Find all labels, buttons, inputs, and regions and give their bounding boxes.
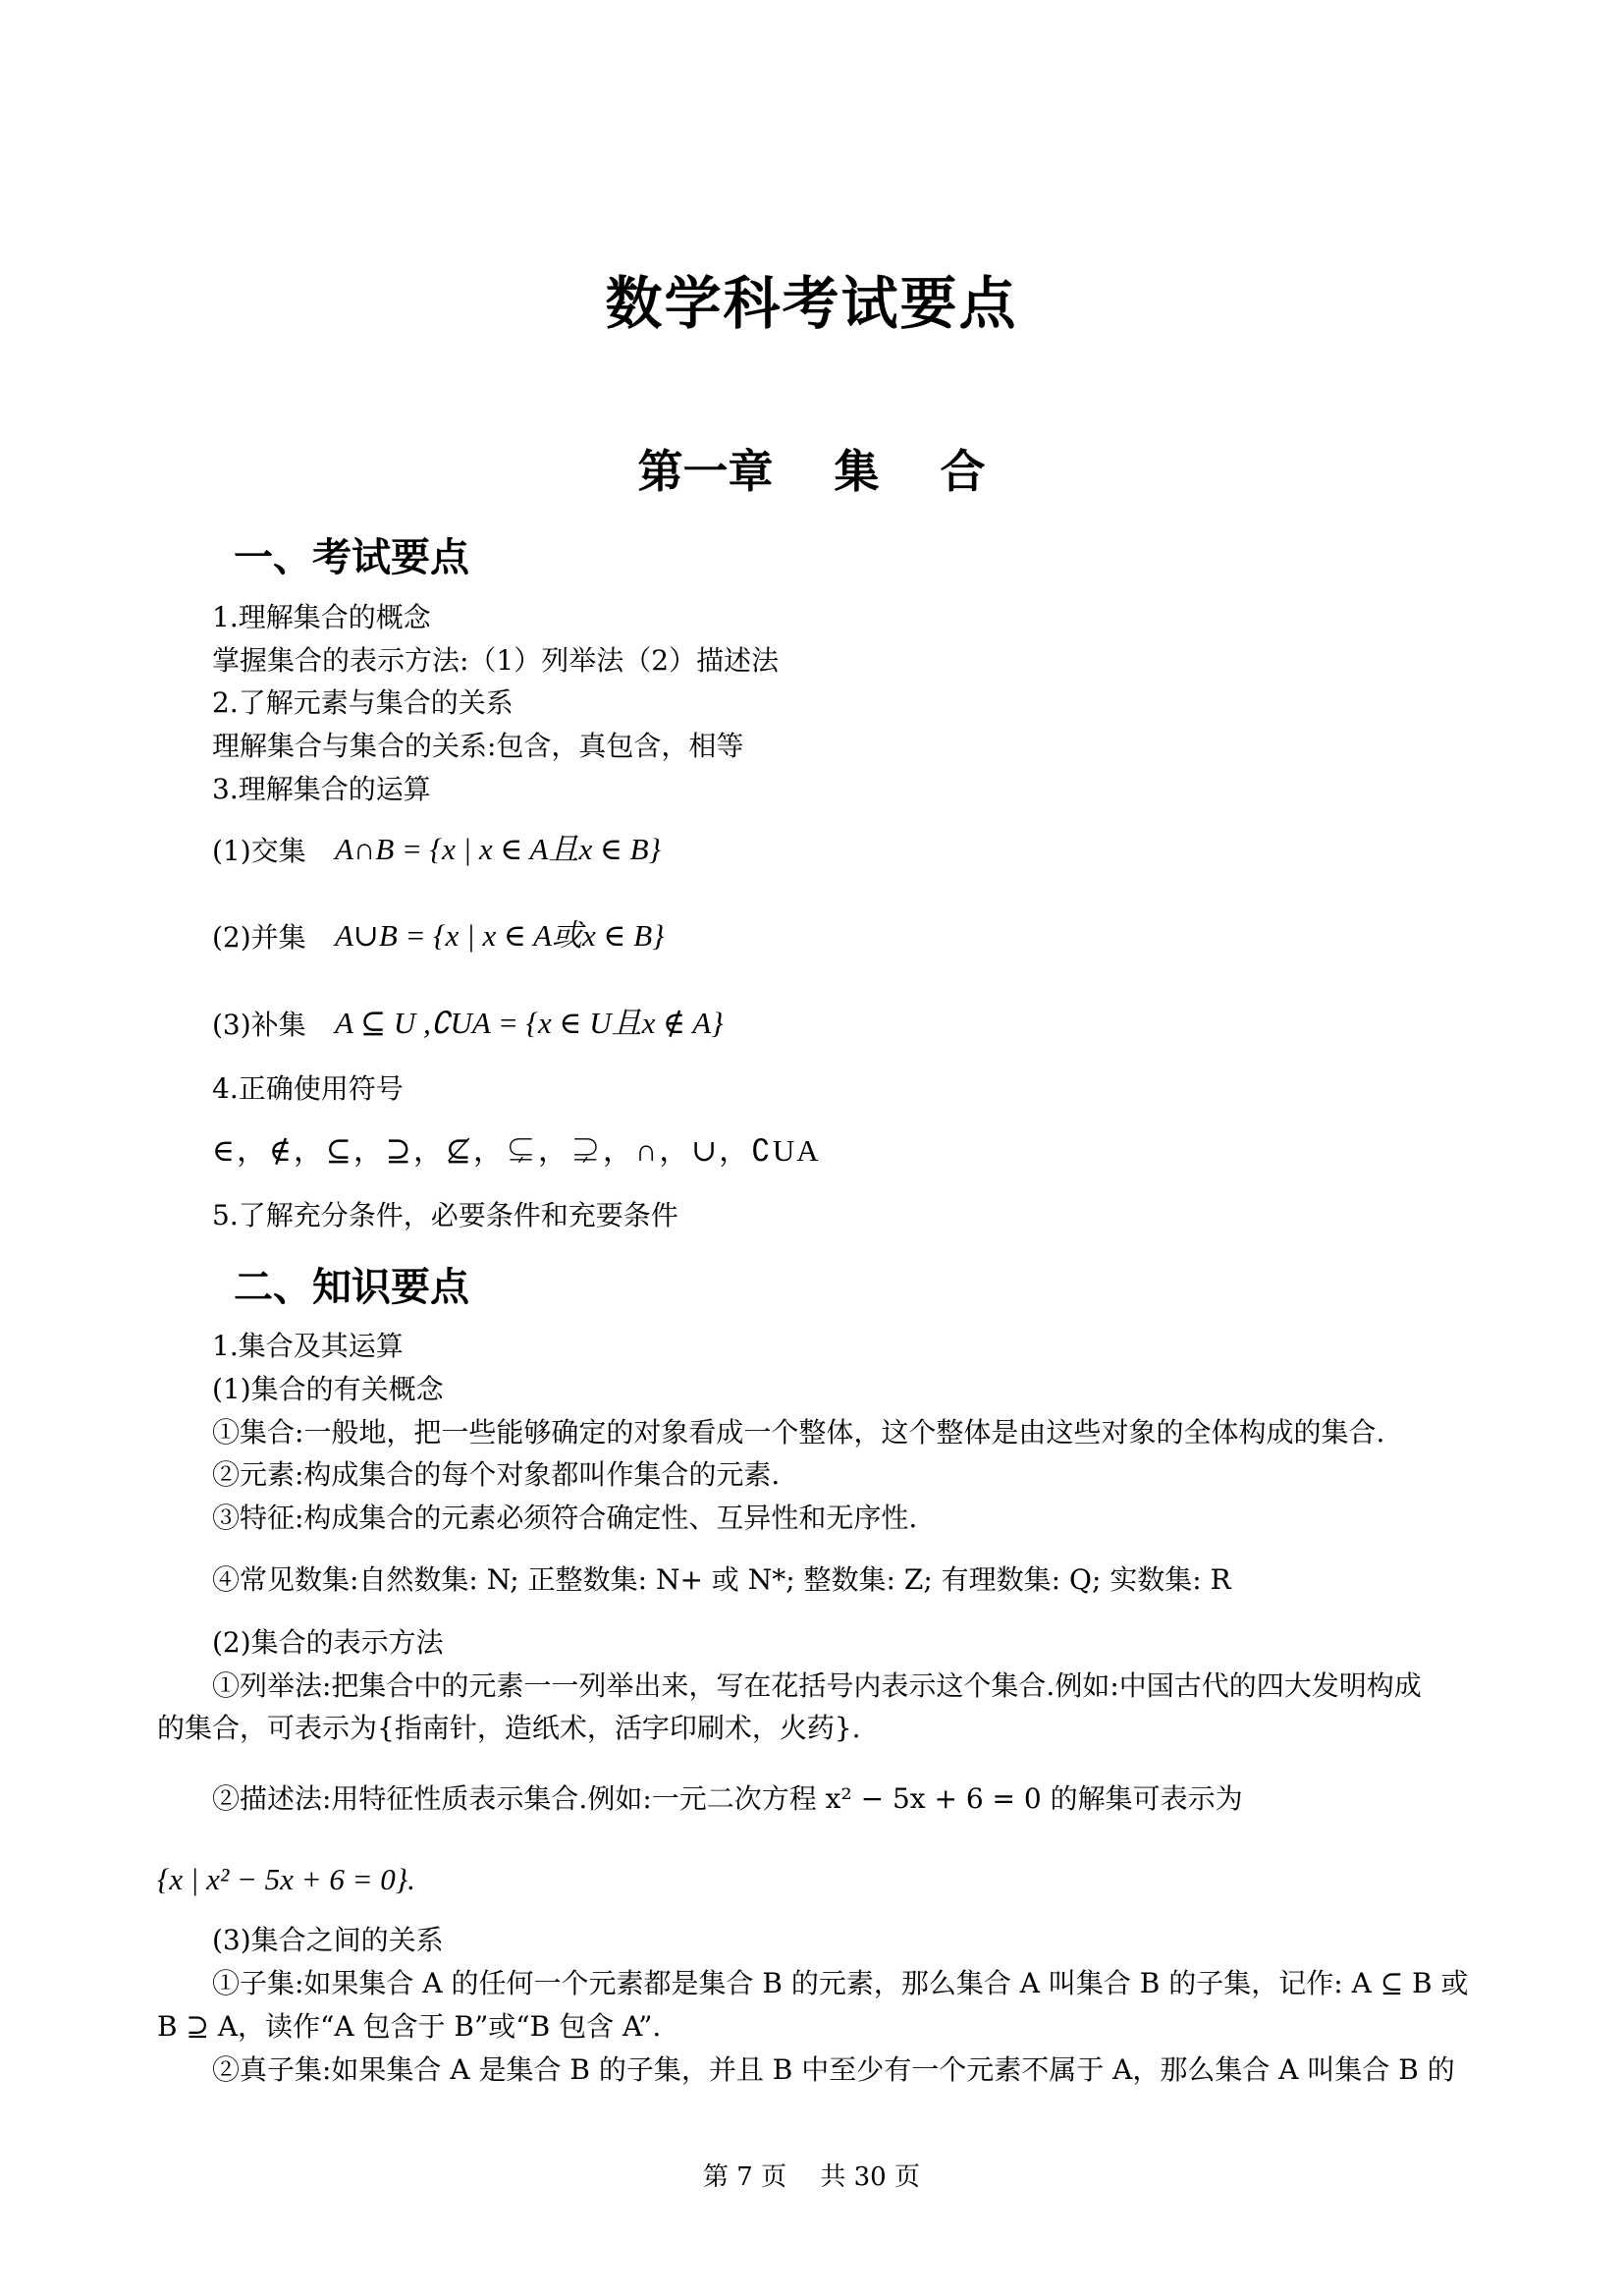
proper-subset-definition: ②真子集:如果集合 A 是集合 B 的子集，并且 B 中至少有一个元素不属于 A，那么集合 A 叫集合 B 的: [212, 2053, 1455, 2086]
definition-element: ②元素:构成集合的每个对象都叫作集合的元素.: [212, 1458, 781, 1491]
union-label: (2)并集: [212, 921, 306, 954]
union-formula: A∪B = {x | x ∈ A或x ∈ B}: [335, 918, 665, 953]
document-title: 数学科考试要点: [605, 270, 1018, 337]
intersection-formula: A∩B = {x | x ∈ A且x ∈ B}: [335, 832, 661, 866]
section-heading-exam-points: 一、考试要点: [234, 534, 469, 580]
definition-set: ①集合:一般地，把一些能够确定的对象看成一个整体，这个整体是由这些对象的全体构成的集合.: [212, 1416, 1385, 1449]
common-number-sets: ④常见数集:自然数集: N; 正整数集: N+ 或 N*; 整数集: Z; 有理数集: Q; 实数集: R: [212, 1563, 1231, 1596]
complement-formula: A ⊆ U ,∁UA = {x ∈ U且x ∉ A}: [335, 1006, 724, 1040]
complement-label: (3)补集: [212, 1009, 306, 1041]
enumeration-method-line2: 的集合，可表示为{指南针，造纸术，活字印刷术，火药}.: [157, 1712, 861, 1744]
section-heading-knowledge-points: 二、知识要点: [234, 1264, 469, 1310]
exam-point-3: 3.理解集合的运算: [212, 773, 431, 805]
description-method-example: {x | x² − 5x + 6 = 0}.: [157, 1862, 415, 1896]
description-method: ②描述法:用特征性质表示集合.例如:一元二次方程 x² − 5x + 6 = 0 的解集可表示为: [212, 1782, 1243, 1815]
intersection-label: (1)交集: [212, 835, 306, 867]
enumeration-method-line1: ①列举法:把集合中的元素一一列举出来，写在花括号内表示这个集合.例如:中国古代的四大发明构成: [212, 1669, 1422, 1702]
set-symbols-list: ∈，∉，⊆，⊇，⊈，⊊，⊋，∩，∪，∁UA: [212, 1133, 821, 1168]
page-footer: 第 7 页 共 30 页: [703, 2162, 920, 2192]
chapter-title: 第一章 集 合: [637, 445, 986, 498]
subset-definition-line2: B ⊇ A，读作“A 包含于 B”或“B 包含 A”.: [157, 2010, 662, 2043]
exam-point-1: 1.理解集合的概念: [212, 601, 431, 633]
definition-features: ③特征:构成集合的元素必须符合确定性、互异性和无序性.: [212, 1502, 918, 1534]
exam-point-4: 4.正确使用符号: [212, 1072, 404, 1105]
exam-point-1-detail: 掌握集合的表示方法:（1）列举法（2）描述法: [212, 644, 780, 677]
knowledge-subheading-relations: (3)集合之间的关系: [212, 1924, 444, 1956]
knowledge-subheading-concepts: (1)集合的有关概念: [212, 1373, 444, 1405]
knowledge-subheading-representation: (2)集合的表示方法: [212, 1626, 444, 1659]
exam-point-5: 5.了解充分条件，必要条件和充要条件: [212, 1199, 678, 1231]
knowledge-heading-1: 1.集合及其运算: [212, 1330, 404, 1362]
exam-point-2: 2.了解元素与集合的关系: [212, 686, 514, 719]
subset-definition-line1: ①子集:如果集合 A 的任何一个元素都是集合 B 的元素，那么集合 A 叫集合 B 的子集，记作: A ⊆ B 或: [212, 1967, 1469, 1999]
exam-point-2-detail: 理解集合与集合的关系:包含，真包含，相等: [212, 730, 744, 762]
